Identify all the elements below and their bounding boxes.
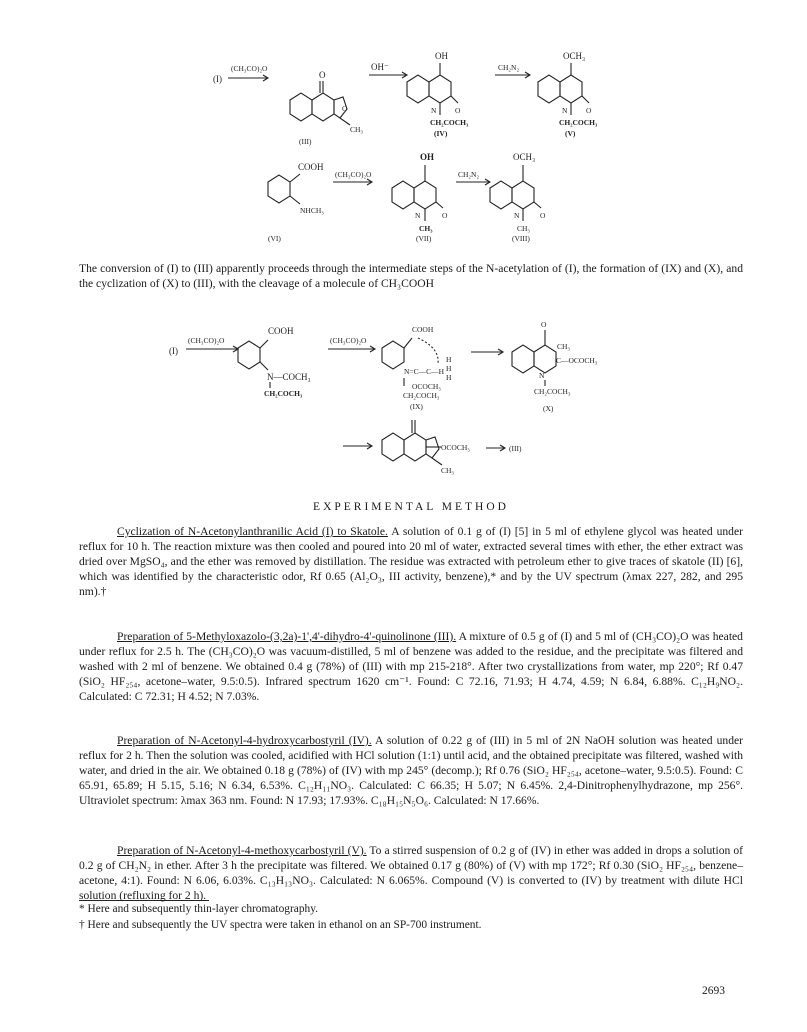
nitrogen-label: N [514, 211, 520, 220]
structure-VII [392, 152, 448, 243]
hydroxy-label: OH [435, 51, 448, 61]
svg-text:O: O [319, 70, 326, 80]
start-compound-label: (I) [213, 74, 222, 84]
enamine-label: N=C—C—H [404, 367, 445, 376]
nitrogen-label: N [415, 211, 421, 220]
paragraph-body: A solution of 0.22 g of (III) in 5 ml of 2N NaOH solution was heated under reflux for 2 h. Then the solution was cooled, acidified with HCl solution (1:1) until acid, and the obtained precipitate was filtered, washed with water, and dried in the air. We obtained 0.18 g (78%) of (IV) with mp 245° (decomp.); Rf 0.76 (SiO₂ HF₂₅₄, acetone–water, 9.5:0.5). Found: C 65.91, 65.89; H 5.15, 5.16; N 6.34, 6.53%. C₁₂H₁₁NO₃. Calculated: C 66.35; H 5.07; N 6.45%. 2,4-Dinitrophenylhydrazone, mp 256°. Ultraviolet spectrum: λmax 363 nm. Found: N 17.93; 17.93%. C₁₈H₁₅N₅O₆. Calculated: N 17.66%. [79, 734, 743, 808]
reaction-scheme-1 [0, 45, 807, 155]
start-compound-label: (I) [169, 346, 178, 356]
reagent-label: (CH₃CO)₂O [330, 336, 367, 345]
carbonyl-oxygen-label: O [540, 211, 546, 220]
acetonyl-label: CH₂COCH₃ [534, 387, 571, 396]
experimental-paragraph-2 [79, 629, 743, 704]
carbonyl-oxygen-label: O [455, 106, 461, 115]
paragraph-title: Cyclization of N-Acetonylanthranilic Acid (I) to Skatole. [117, 525, 388, 538]
methyl-label: CH₃ [419, 224, 433, 233]
reagent-label: (CH₃CO)₂O [335, 170, 372, 179]
structure-cyclized-intermediate [382, 420, 470, 475]
substituent-label: CH₂COCH₃ [430, 118, 469, 127]
structure-VIII [490, 152, 546, 243]
nitrogen-label: N [539, 371, 545, 380]
compound-label-VIII: (VIII) [512, 234, 530, 243]
hydroxy-label: OH [420, 152, 435, 162]
paragraph-title: Preparation of N-Acetonyl-4-hydroxycarbostyril (IV). [117, 734, 372, 747]
enol-acetate-label: OCOCH₃ [412, 382, 441, 391]
paragraph-body: A mixture of 0.5 g of (I) and 5 ml of (CH₃CO)₂O was heated under reflux for 2.5 h. The (CH₃CO)₂O was vacuum-distilled, 5 ml of benzene was added to the residue, and the precipitate was filtered and washed with 2 ml of benzene. We obtained 0.4 g (78%) of (III) with mp 215-218°. After two crystallizations from water, mp 220°; Rf 0.47 (SiO₂ HF₂₅₄, acetone–water, 9.5:0.5). Infrared spectrum 1620 cm⁻¹. Found: C 72.16, 71.93; H 4.74, 4.59; N 6.84, 6.88%. C₁₂H₉NO₂. Calculated: C 72.31; H 4.52; N 7.03%. [79, 630, 743, 704]
experimental-paragraph-3 [79, 733, 743, 808]
carbonyl-oxygen-label: O [586, 106, 592, 115]
acetonyl-label: CH₂COCH₃ [403, 391, 440, 400]
methoxy-label: OCH₃ [563, 51, 586, 61]
structure-IV [407, 51, 469, 138]
acetylamino-label: N—COCH₃ [267, 372, 311, 382]
methylamino-label: NHCH₃ [300, 206, 324, 215]
carboxyl-label: COOH [268, 326, 294, 336]
compound-label-III: (III) [299, 137, 312, 146]
hydrogen-label: H [446, 373, 452, 382]
compound-label-V: (V) [565, 129, 576, 138]
page-number: 2693 [702, 985, 725, 997]
methyl-label: CH₃ [517, 224, 531, 233]
experimental-paragraph-1 [79, 524, 743, 599]
hydrogen-label: H [446, 364, 452, 373]
nitrogen-label: N [562, 106, 568, 115]
carboxyl-label: COOH [412, 325, 434, 334]
reagent-label: OH⁻ [371, 62, 389, 72]
compound-label-VI: (VI) [268, 234, 281, 243]
structure-N-acetyl-intermediate [238, 326, 311, 398]
structure-X [512, 320, 598, 413]
reagent-label: CH₂N₂ [458, 170, 480, 179]
acetonyl-label: CH₂COCH₃ [264, 389, 303, 398]
reaction-scheme-3 [0, 318, 807, 490]
footnote-rule [79, 900, 209, 901]
carboxyl-label: COOH [298, 162, 324, 172]
compound-label-VII: (VII) [416, 234, 432, 243]
structure-III [290, 70, 363, 146]
compound-label-X: (X) [543, 404, 554, 413]
enol-acetate-label: C—OCOCH₃ [556, 356, 598, 365]
footnote-tlc: * Here and subsequently thin-layer chromatography. [79, 903, 319, 915]
reagent-label: CH₂N₂ [498, 63, 520, 72]
substituent-label: CH₂COCH₃ [559, 118, 598, 127]
structure-V [538, 51, 598, 138]
product-label-III: (III) [509, 444, 522, 453]
carbonyl-oxygen-label: O [442, 211, 448, 220]
paragraph-title: Preparation of N-Acetonyl-4-methoxycarbostyril (V). [117, 844, 367, 857]
reagent-label: (CH₃CO)₂O [188, 336, 225, 345]
reagent-label: (CH₃CO)₂O [231, 64, 268, 73]
footnote-uv: † Here and subsequently the UV spectra were taken in ethanol on an SP-700 instrument. [79, 919, 482, 931]
methoxy-label: OCH₃ [513, 152, 536, 162]
structure-IX [382, 325, 452, 411]
structure-VI [268, 162, 324, 243]
section-heading: EXPERIMENTAL METHOD [313, 501, 509, 513]
svg-text:O: O [342, 104, 348, 113]
hydrogen-label: H [446, 355, 452, 364]
compound-label-IX: (IX) [410, 402, 423, 411]
methyl-label: CH₃ [350, 125, 364, 134]
reaction-scheme-2 [0, 148, 807, 253]
compound-label-IV: (IV) [434, 129, 448, 138]
enol-acetate-label: OCOCH₃ [441, 443, 470, 452]
methyl-label: CH₃ [557, 342, 571, 351]
paragraph-title: Preparation of 5-Methyloxazolo-(3,2a)-1',4'-dihydro-4'-quinolinone (III). [117, 630, 457, 643]
paragraph-body: A solution of 0.1 g of (I) [5] in 5 ml of ethylene glycol was heated under reflux for 10 h. The reaction mixture was then cooled and poured into 20 ml of water, extracted several times with ether, the ether extract was dried over MgSO₄, and the ether was removed by distillation. The residue was extracted with petroleum ether to give traces of skatole (II) [6], which was identified by the characteristic odor, Rf 0.65 (Al₂O₃, III activity, benzene),* and by the UV spectrum (λmax 227, 282, and 295 nm).† [79, 525, 743, 599]
nitrogen-label: N [431, 106, 437, 115]
intro-paragraph: The conversion of (I) to (III) apparently proceeds through the intermediate steps of the N-acetylation of (I), the formation of (IX) and (X), and the cyclization of (X) to (III), with the cleavage of a molecule of CH₃COOH [79, 262, 743, 291]
methyl-label: CH₃ [441, 466, 455, 475]
carbonyl-oxygen-label: O [541, 320, 547, 329]
paragraph-body: To a stirred suspension of 0.2 g of (IV) in ether was added in drops a solution of 0.2 g of CH₂N₂ in ether. After 3 h the precipitate was filtered. We obtained 0.17 g (80%) of (V) with mp 172°; Rf 0.30 (SiO₂ HF₂₅₄, benzene–acetone, 4:1). Found: N 6.06, 6.03%. C₁₃H₁₃NO₃. Calculated: N 6.065%. Compound (V) is converted to (IV) by treatment with dilute HCl solution (refluxing for 2 h). [79, 844, 743, 903]
experimental-paragraph-4 [79, 843, 743, 903]
